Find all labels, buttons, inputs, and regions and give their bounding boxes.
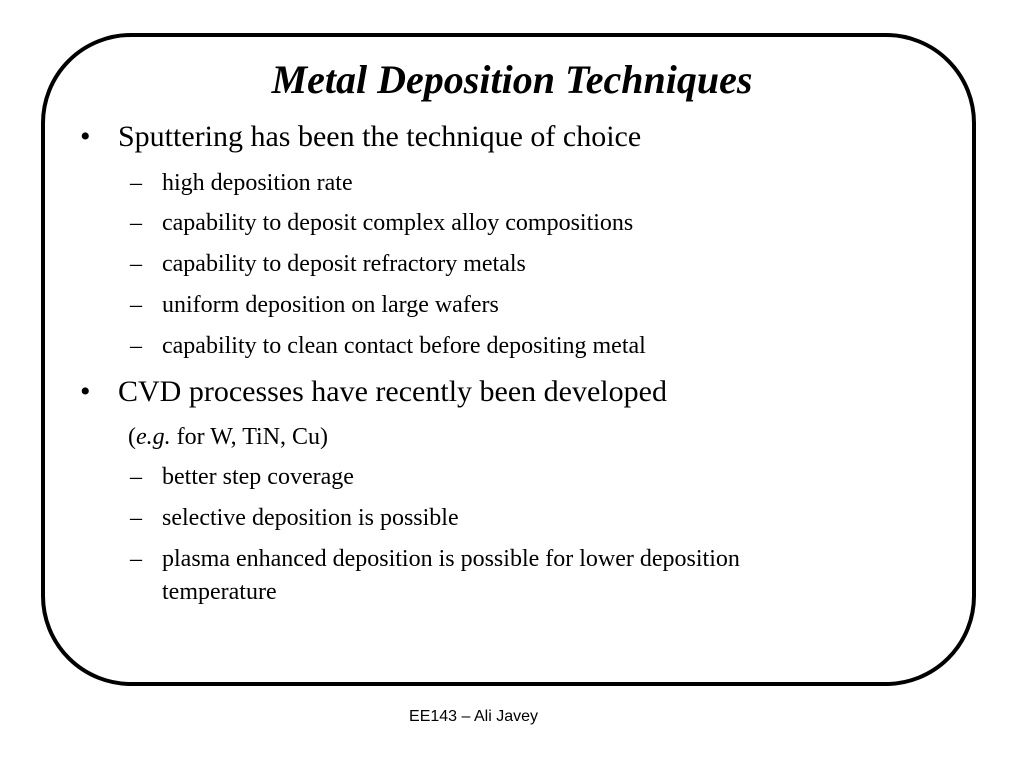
dash-icon: –	[130, 546, 142, 572]
dash-icon: –	[130, 210, 142, 236]
subitem: uniform deposition on large wafers	[162, 292, 499, 318]
bullet-sputtering: Sputtering has been the technique of choice	[118, 120, 642, 153]
subitem-continuation: temperature	[162, 579, 277, 605]
note-open: (	[128, 424, 136, 450]
slide-title: Metal Deposition Techniques	[271, 57, 753, 102]
dash-icon: –	[130, 333, 142, 359]
bullet-cvd: CVD processes have recently been developed	[118, 375, 667, 408]
subitem: selective deposition is possible	[162, 505, 459, 531]
note-italic: e.g.	[136, 424, 171, 450]
bullet-icon: •	[80, 375, 91, 408]
slide-footer: EE143 – Ali Javey	[409, 708, 538, 725]
subitem: capability to deposit complex alloy compositions	[162, 210, 634, 236]
dash-icon: –	[130, 292, 142, 318]
note-rest: for W, TiN, Cu)	[170, 424, 329, 450]
cvd-example-note	[128, 421, 328, 453]
subitem: better step coverage	[162, 464, 354, 490]
dash-icon: –	[130, 251, 142, 277]
subitem: capability to clean contact before depositing metal	[162, 333, 646, 359]
dash-icon: –	[130, 464, 142, 490]
subitem: capability to deposit refractory metals	[162, 251, 526, 277]
subitem: plasma enhanced deposition is possible for lower deposition	[162, 546, 740, 572]
dash-icon: –	[130, 170, 142, 196]
bullet-icon: •	[80, 120, 91, 153]
dash-icon: –	[130, 505, 142, 531]
subitem: high deposition rate	[162, 170, 353, 196]
